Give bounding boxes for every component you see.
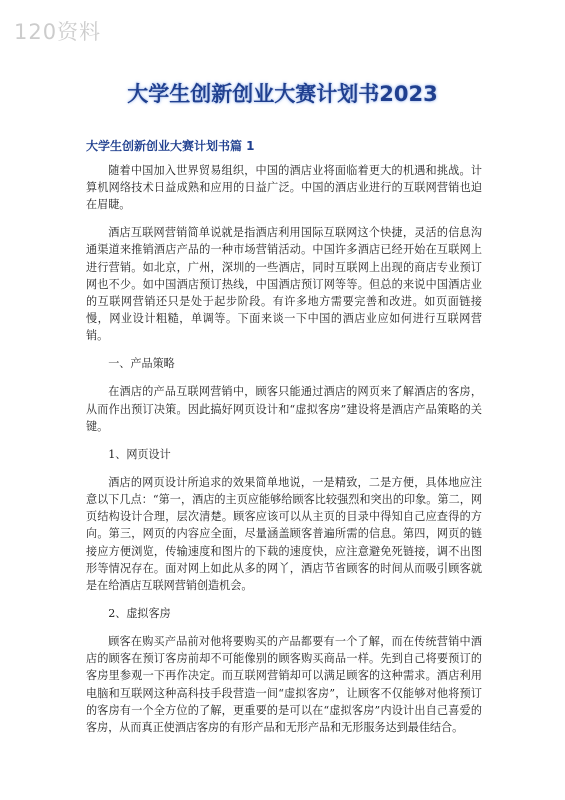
paragraph-overview: 酒店互联网营销简单说就是指酒店利用国际互联网这个快捷，灵活的信息沟通渠道来推销酒店产品的一种市场营销活动。中国许多酒店已经开始在互联网上进行营销。如北京，广州，深圳的一些酒店，同时互联网上出现的商店专业预订网也不少。如中国酒店预订热线，中国酒店预订网等等。但总的来说中国酒店业的互联网营销还只是处于起步阶段。有许多地方需要完善和改进。如页面链接慢，网业设计粗糙，单调等。下面来谈一下中国的酒店业应如何进行互联网营销。 xyxy=(86,226,482,343)
document-title: 大学生创新创业大赛计划书2023 xyxy=(127,82,438,106)
watermark: 120资料 xyxy=(14,20,102,44)
paragraph-product-strategy: 在酒店的产品互联网营销中，顾客只能通过酒店的网页来了解酒店的客房，从而作出预订决策。因此搞好网页设计和“虚拟客房”建设将是酒店产品策略的关键。 xyxy=(86,385,482,433)
paragraph-virtual-room: 顾客在购买产品前对他将要购买的产品都要有一个了解，而在传统营销中酒店的顾客在预订客房前却不可能像别的顾客购买商品一样。先到自己将要预订的客房里参观一下再作决定。而互联网营销却可以满足顾客的这种需求。酒店利用电脑和互联网这种高科技手段营造一间“虚拟客房”，让顾客不仅能够对他将预订的客房有一个全方位的了解，更重要的是可以在“虚拟客房”内设计出自己喜爱的客房，从而真正使酒店客房的有形产品和无形产品和无形服务达到最佳结合。 xyxy=(86,635,482,735)
section-title: 大学生创新创业大赛计划书篇 1 xyxy=(86,139,255,153)
heading-product-strategy: 一、产品策略 xyxy=(108,357,175,371)
paragraph-intro: 随着中国加入世界贸易组织，中国的酒店业将面临着更大的机遇和挑战。计算机网络技术日益成熟和应用的日益广泛。中国的酒店业进行的互联网营销也迫在眉睫。 xyxy=(86,164,482,212)
document-body xyxy=(86,162,482,747)
heading-web-design: 1、网页设计 xyxy=(108,447,171,461)
heading-virtual-room: 2、虚拟客房 xyxy=(108,606,171,620)
paragraph-web-design: 酒店的网页设计所追求的效果简单地说，一是精致，二是方便，具体地应注意以下几点：“第一，酒店的主页应能够给顾客比较强烈和突出的印象。第二，网页结构设计合理，层次清楚。顾客应该可以从主页的目录中得知自己应查得的方向。第三，网页的内容应全面，尽量涵盖顾客普遍所需的信息。第四，网页的链接应方便浏览，传输速度和图片的下载的速度快，应注意避免死链接，调不出图形等情况存在。面对网上如此从多的网丫，酒店节省顾客的时间从而吸引顾客就是在给酒店互联网营销创造机会。 xyxy=(86,475,482,593)
